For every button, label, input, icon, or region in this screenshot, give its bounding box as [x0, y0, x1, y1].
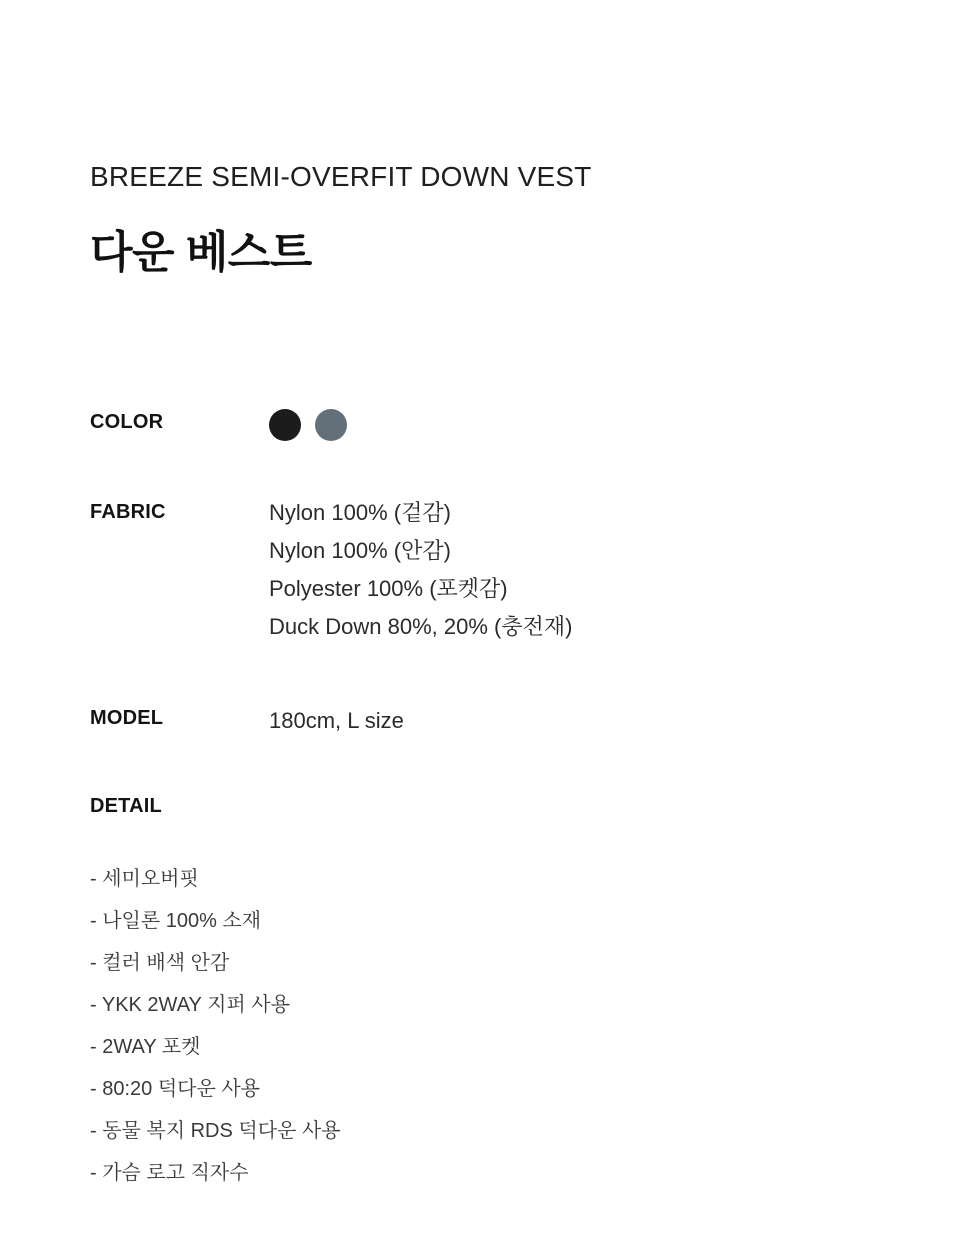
fabric-line: Polyester 100% (포켓감) [269, 576, 508, 601]
product-title-english: BREEZE SEMI-OVERFIT DOWN VEST [90, 161, 592, 192]
product-title-korean: 다운 베스트 [90, 228, 312, 277]
color-label: COLOR [90, 411, 164, 433]
list-item: - 세미오버핏 [90, 868, 199, 890]
color-swatch-charcoal-gray[interactable] [315, 409, 347, 441]
fabric-line: Nylon 100% (겉감) [269, 500, 451, 525]
detail-label: DETAIL [90, 795, 162, 817]
fabric-value [269, 494, 572, 646]
list-item: - YKK 2WAY 지퍼 사용 [90, 994, 290, 1016]
list-item: - 가슴 로고 직자수 [90, 1162, 249, 1184]
fabric-line: Nylon 100% (안감) [269, 538, 451, 563]
color-swatch-black[interactable] [269, 409, 301, 441]
list-item: - 2WAY 포켓 [90, 1036, 201, 1058]
list-item: - 80:20 덕다운 사용 [90, 1078, 260, 1100]
fabric-line: Duck Down 80%, 20% (충전재) [269, 614, 573, 639]
list-item: - 나일론 100% 소재 [90, 910, 262, 932]
list-item: - 컬러 배색 안감 [90, 952, 230, 974]
color-swatch-group [269, 409, 347, 441]
detail-list [90, 858, 790, 1194]
model-value: 180cm, L size [269, 708, 404, 733]
fabric-label: FABRIC [90, 501, 166, 523]
list-item: - 동물 복지 RDS 덕다운 사용 [90, 1120, 341, 1142]
model-label: MODEL [90, 707, 164, 729]
